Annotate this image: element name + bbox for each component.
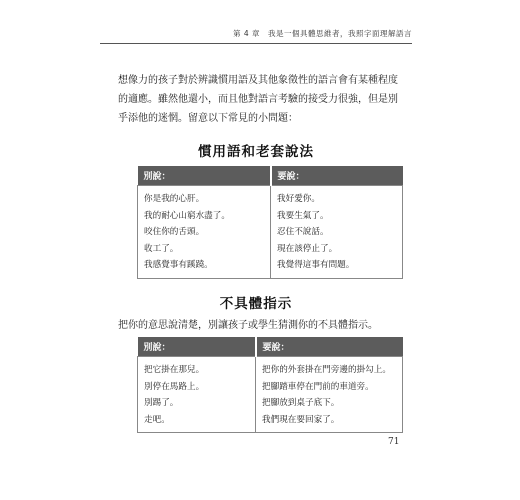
page-number: 71 <box>388 437 400 447</box>
column-header-dont-say: 別說： <box>138 166 271 186</box>
list-item: 我好愛你。 <box>277 194 320 204</box>
list-item: 把腳踏車停在門前的車道旁。 <box>262 381 374 392</box>
do-say-list <box>271 186 403 279</box>
instructions-paragraph: 把你的意思說清楚，別讓孩子或學生猜測你的不具體指示。 <box>118 320 378 331</box>
list-item: 把它掛在那兒。 <box>144 365 205 375</box>
list-item: 我覺得這事有問題。 <box>277 260 355 270</box>
section-title-idioms: 慣用語和老套說法 <box>198 144 314 160</box>
list-item: 你是我的心肝。 <box>144 194 205 204</box>
list-item: 把腳放到桌子底下。 <box>262 398 340 408</box>
list-item: 把你的外套掛在門旁邊的掛勾上。 <box>262 365 391 375</box>
table-header-row <box>138 337 403 357</box>
list-item: 咬住你的舌頭。 <box>144 227 205 237</box>
running-head: 第 4 章 我是一個具體思維者，我照字面理解語言 <box>232 29 412 38</box>
list-item: 忍住不說話。 <box>277 227 329 237</box>
list-item: 別停在馬路上。 <box>144 381 205 392</box>
dont-say-list <box>138 357 256 433</box>
list-item: 收工了。 <box>144 243 179 254</box>
table-body-row <box>138 357 403 433</box>
list-item: 我們現在要回家了。 <box>262 414 340 425</box>
list-item: 我要生氣了。 <box>277 210 329 221</box>
table-header-row <box>138 166 403 186</box>
idioms-table <box>137 166 403 279</box>
list-item: 別踢了。 <box>144 398 179 408</box>
intro-paragraph: 想像力的孩子對於辨識慣用語及其他象徵性的語言會有某種程度的適應。雖然他還小，而且他對語言考驗的接受力很強，但是別乎添他的迷惘。留意以下常見的小問題： <box>118 75 398 124</box>
list-item: 現在該停止了。 <box>277 243 338 254</box>
list-item: 我感覺事有蹊蹺。 <box>144 260 213 270</box>
do-say-list <box>256 357 403 433</box>
dont-say-list <box>138 186 271 279</box>
list-item: 走吧。 <box>144 414 170 425</box>
column-header-do-say: 要說： <box>256 337 403 357</box>
header-rule <box>100 43 412 44</box>
column-header-dont-say: 別說： <box>138 337 256 357</box>
list-item: 我的耐心山窮水盡了。 <box>144 210 230 221</box>
table-body-row <box>138 186 403 279</box>
instructions-table <box>137 337 403 433</box>
column-header-do-say: 要說： <box>271 166 403 186</box>
section-title-instructions: 不具體指示 <box>219 296 293 312</box>
